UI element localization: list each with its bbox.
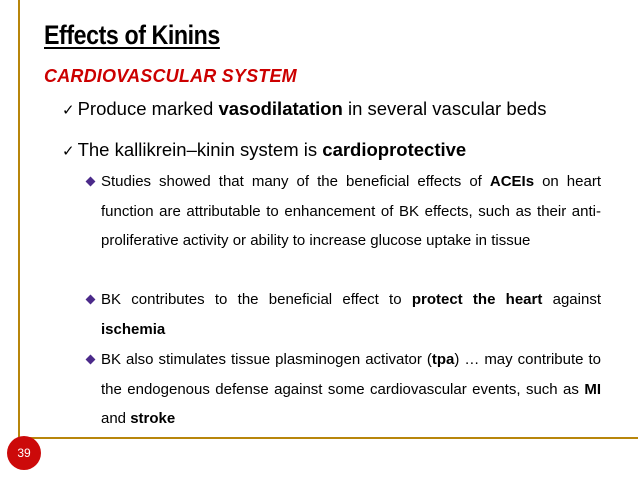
diamond-bullet-icon (86, 177, 96, 187)
sub-1-bold-aceis: ACEIs (489, 173, 535, 190)
sub-1-text-a: Studies showed that many of the beneficial effects of (101, 173, 490, 190)
diamond-bullet-icon (86, 355, 96, 365)
sub-3-text-c: ) … may contribute to the endogenous defense against some cardiovascular events, such as (101, 351, 601, 398)
sub-3-text-e: and (101, 410, 131, 427)
section-subtitle: CARDIOVASCULAR SYSTEM (44, 66, 297, 86)
sub-bullet-1 (87, 167, 601, 256)
sub-3-bold-mi: MI (584, 380, 601, 398)
page-number-badge: 39 (7, 436, 41, 470)
sub-2-text-a: BK contributes to the beneficial effect to (101, 291, 412, 308)
check-icon: ✓ (62, 142, 75, 160)
point-1-text-post: in several vascular beds (342, 98, 547, 119)
check-icon: ✓ (62, 101, 75, 119)
sub-2-bold-ischemia: ischemia (101, 320, 166, 338)
diamond-bullet-icon (86, 295, 96, 305)
sub-bullet-2-text (101, 285, 601, 344)
point-1-text-pre: Produce marked (77, 98, 219, 119)
sub-3-bold-stroke: stroke (130, 410, 176, 427)
point-1-text-bold: vasodilatation (218, 98, 343, 119)
sub-1-text-c: on heart function are attributable to enhancement of BK effects, such as their anti-proliferative activity or ability to increase glucose uptake in tissue (101, 173, 601, 249)
frame-bottom-line (18, 437, 638, 439)
sub-bullet-3 (87, 345, 601, 434)
frame-left-line (18, 0, 20, 438)
check-point-1 (62, 98, 546, 120)
sub-bullet-1-text (101, 167, 601, 256)
sub-bullet-3-text (101, 345, 601, 434)
point-2-text-bold: cardioprotective (322, 139, 467, 160)
point-2-text-pre: The kallikrein–kinin system is (77, 139, 323, 160)
sub-2-text-c: against (542, 291, 601, 308)
check-point-2 (62, 139, 466, 161)
sub-2-bold-protect: protect the heart (411, 291, 543, 308)
sub-bullet-2 (87, 285, 601, 344)
slide-title: Effects of Kinins (44, 20, 220, 50)
sub-3-text-a: BK also stimulates tissue plasminogen activator ( (101, 351, 432, 368)
sub-3-bold-tpa: tpa (431, 351, 455, 368)
